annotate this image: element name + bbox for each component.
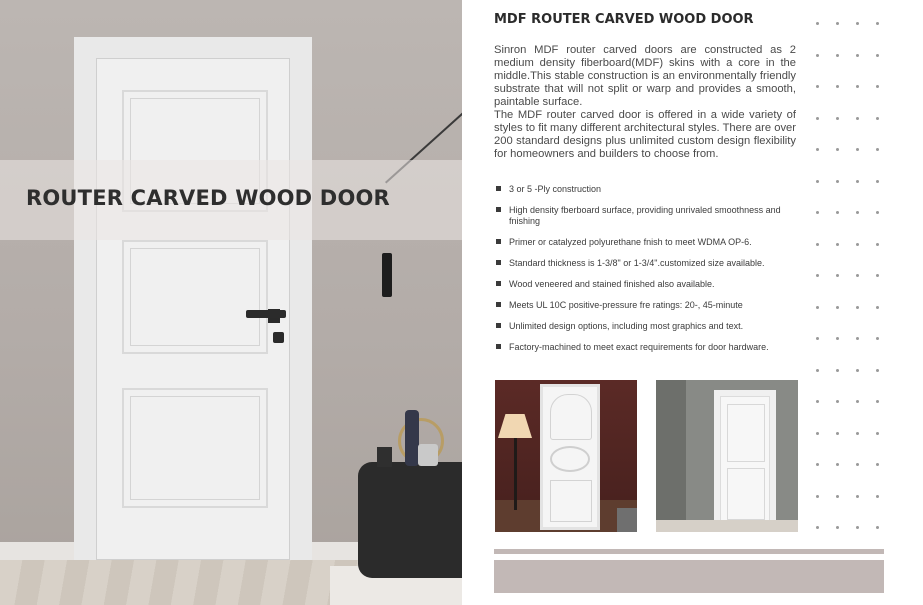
dot bbox=[836, 243, 839, 246]
dot bbox=[856, 180, 859, 183]
dot bbox=[856, 400, 859, 403]
intro-paragraph: The MDF router carved door is offered in a wide variety of styles to fit many different architectural styles. There are over 200 standard designs plus unlimited custom design flexibility for homeowners and builders to choose from. bbox=[494, 109, 796, 160]
door-lower-panel bbox=[550, 480, 592, 522]
dot bbox=[836, 306, 839, 309]
door-arch-panel bbox=[550, 394, 592, 440]
dot bbox=[816, 337, 819, 340]
document-title: MDF ROUTER CARVED WOOD DOOR bbox=[494, 12, 754, 27]
dot bbox=[876, 526, 879, 529]
dot bbox=[816, 526, 819, 529]
dot bbox=[836, 85, 839, 88]
dot bbox=[816, 274, 819, 277]
feature-text: Meets UL 10C positive-pressure fre ratings: 20-, 45-minute bbox=[509, 300, 743, 310]
dot bbox=[876, 463, 879, 466]
dot bbox=[836, 400, 839, 403]
dot bbox=[876, 243, 879, 246]
door-oval-carving bbox=[550, 446, 590, 472]
dot bbox=[816, 22, 819, 25]
dot bbox=[816, 180, 819, 183]
dot bbox=[816, 400, 819, 403]
decor-vase bbox=[405, 410, 419, 466]
dot bbox=[816, 85, 819, 88]
photo-door bbox=[540, 384, 600, 530]
dot bbox=[836, 274, 839, 277]
dot bbox=[856, 211, 859, 214]
dot bbox=[836, 337, 839, 340]
dot bbox=[836, 495, 839, 498]
dot bbox=[856, 243, 859, 246]
dot bbox=[876, 180, 879, 183]
dot bbox=[856, 85, 859, 88]
feature-text: Standard thickness is 1-3/8" or 1-3/4".customized size available. bbox=[509, 258, 765, 268]
dot bbox=[876, 495, 879, 498]
dot bbox=[876, 117, 879, 120]
feature-item bbox=[496, 205, 796, 227]
feature-text: Wood veneered and stained finished also available. bbox=[509, 279, 715, 289]
dot bbox=[876, 432, 879, 435]
two-panel-door-photo bbox=[656, 380, 798, 532]
dot bbox=[836, 211, 839, 214]
dot bbox=[856, 148, 859, 151]
dot bbox=[856, 306, 859, 309]
dot bbox=[816, 54, 819, 57]
decorative-dot-grid bbox=[816, 22, 896, 542]
dot bbox=[876, 369, 879, 372]
door-upper-panel bbox=[727, 404, 765, 462]
dot bbox=[876, 337, 879, 340]
feature-item bbox=[496, 279, 796, 290]
dot bbox=[816, 148, 819, 151]
feature-text: 3 or 5 -Ply construction bbox=[509, 184, 602, 194]
dot bbox=[816, 495, 819, 498]
pendant-lamp bbox=[382, 253, 392, 297]
dot bbox=[836, 54, 839, 57]
square-bullet-icon bbox=[496, 323, 501, 328]
dot bbox=[876, 54, 879, 57]
dot bbox=[836, 180, 839, 183]
dot bbox=[876, 148, 879, 151]
dot bbox=[816, 306, 819, 309]
dot bbox=[856, 54, 859, 57]
intro-paragraph: Sinron MDF router carved doors are constructed as 2 medium density fiberboard(MDF) skins with a core in the middle.This stable construction is an environmentally friendly substrate that will not split or warp and provides a smooth, paintable surface. bbox=[494, 44, 796, 108]
door-panel-bottom bbox=[122, 388, 268, 508]
square-bullet-icon bbox=[496, 186, 501, 191]
accent-bar-thick bbox=[494, 560, 884, 593]
dot bbox=[816, 211, 819, 214]
feature-item bbox=[496, 321, 796, 332]
dot bbox=[856, 463, 859, 466]
dot bbox=[836, 148, 839, 151]
hero-title: ROUTER CARVED WOOD DOOR bbox=[26, 186, 390, 210]
dot bbox=[876, 400, 879, 403]
dot bbox=[836, 526, 839, 529]
dot bbox=[856, 432, 859, 435]
square-bullet-icon bbox=[496, 239, 501, 244]
dot bbox=[876, 274, 879, 277]
dot bbox=[816, 117, 819, 120]
decor-cup-dark bbox=[377, 447, 392, 467]
door-panel-middle bbox=[122, 240, 268, 354]
dot bbox=[836, 22, 839, 25]
dot bbox=[876, 22, 879, 25]
door-handle bbox=[246, 310, 286, 318]
dot bbox=[856, 22, 859, 25]
photo-chair bbox=[617, 508, 637, 532]
feature-text: Factory-machined to meet exact requirements for door hardware. bbox=[509, 342, 769, 352]
square-bullet-icon bbox=[496, 281, 501, 286]
feature-text: Unlimited design options, including most graphics and text. bbox=[509, 321, 744, 331]
accent-bar-thin bbox=[494, 549, 884, 554]
feature-list bbox=[496, 184, 796, 353]
dot bbox=[816, 243, 819, 246]
photo-floor bbox=[656, 520, 798, 532]
square-bullet-icon bbox=[496, 344, 501, 349]
dot bbox=[876, 306, 879, 309]
dot bbox=[856, 495, 859, 498]
feature-item bbox=[496, 184, 796, 195]
feature-item bbox=[496, 300, 796, 311]
feature-item bbox=[496, 258, 796, 269]
feature-item bbox=[496, 342, 796, 353]
dot bbox=[816, 369, 819, 372]
door-lock bbox=[273, 332, 284, 343]
dot bbox=[836, 463, 839, 466]
feature-text: High density fberboard surface, providing unrivaled smoothness and fnishing bbox=[509, 205, 781, 226]
square-bullet-icon bbox=[496, 302, 501, 307]
dot bbox=[816, 463, 819, 466]
dot bbox=[816, 432, 819, 435]
dot bbox=[836, 432, 839, 435]
floor-lamp-stand bbox=[514, 438, 517, 510]
decor-cup bbox=[418, 444, 438, 466]
dot bbox=[856, 274, 859, 277]
dot bbox=[836, 369, 839, 372]
feature-text: Primer or catalyzed polyurethane fnish to meet WDMA OP-6. bbox=[509, 237, 752, 247]
square-bullet-icon bbox=[496, 207, 501, 212]
side-cabinet bbox=[358, 462, 462, 578]
square-bullet-icon bbox=[496, 260, 501, 265]
dot bbox=[856, 369, 859, 372]
feature-item bbox=[496, 237, 796, 248]
dot bbox=[836, 117, 839, 120]
photo-door bbox=[720, 396, 770, 526]
intro-text bbox=[494, 44, 796, 161]
photo-wall-shadow bbox=[656, 380, 686, 532]
dot bbox=[876, 211, 879, 214]
dot bbox=[856, 526, 859, 529]
dot bbox=[876, 85, 879, 88]
door-lower-panel bbox=[727, 468, 765, 520]
door-with-oval-carving-photo bbox=[495, 380, 637, 532]
dot bbox=[856, 337, 859, 340]
dot bbox=[856, 117, 859, 120]
